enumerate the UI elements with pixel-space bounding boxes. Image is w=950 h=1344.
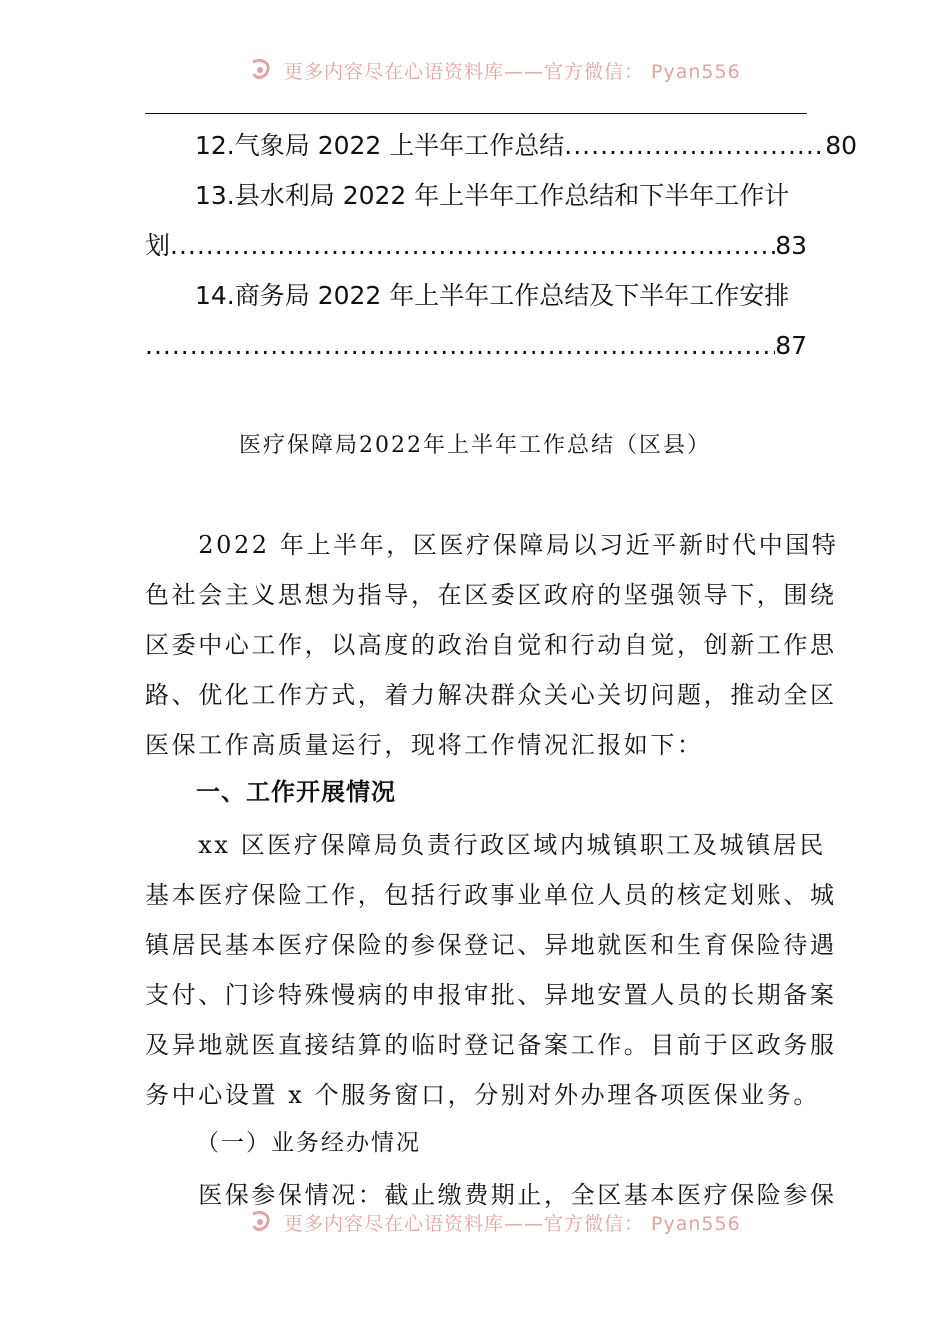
text-line: 路、优化工作方式，着力解决群众关心关切问题，推动全区	[145, 681, 837, 709]
header-rule	[145, 113, 807, 114]
toc-entry-13-continued[interactable]	[145, 228, 807, 264]
toc-entry-title: 划	[145, 231, 171, 260]
section-paragraph	[145, 820, 837, 1120]
watermark-text: 更多内容尽在心语资料库——官方微信： Pyan556	[284, 1212, 741, 1235]
text-line: 2022 年上半年，区医疗保障局以习近平新时代中国特	[145, 531, 839, 559]
toc-entry-title: 12.气象局 2022 上半年工作总结	[195, 131, 565, 160]
watermark-text: 更多内容尽在心语资料库——官方微信： Pyan556	[284, 60, 741, 83]
text-line: 医保参保情况：截止缴费期止，全区基本医疗保险参保	[145, 1181, 837, 1209]
text-line: 支付、门诊特殊慢病的申报审批、异地安置人员的长期备案	[145, 981, 837, 1009]
toc-entry-12[interactable]	[145, 128, 857, 164]
text-line: 色社会主义思想为指导，在区委区政府的坚强领导下，围绕	[145, 581, 837, 609]
text-line: 基本医疗保险工作，包括行政事业单位人员的核定划账、城	[145, 881, 837, 909]
document-title: 医疗保障局2022年上半年工作总结（区县）	[239, 433, 711, 458]
text-line: 区委中心工作，以高度的政治自觉和行动自觉，创新工作思	[145, 631, 837, 659]
watermark-logo-icon	[248, 56, 276, 84]
toc-entry-14-continued[interactable]	[145, 328, 807, 364]
toc-leader-dots	[170, 228, 775, 264]
text-line: 务中心设置 x 个服务窗口，分别对外办理各项医保业务。	[145, 1081, 820, 1109]
subsection-heading: （一）业务经办情况	[196, 1130, 421, 1156]
watermark-bottom	[248, 1208, 741, 1236]
text-line: 及异地就医直接结算的临时登记备案工作。目前于区政务服	[145, 1031, 837, 1059]
text-line: xx 区医疗保障局负责行政区域内城镇职工及城镇居民	[145, 831, 826, 859]
toc-page-number: 83	[775, 231, 807, 260]
watermark-top	[248, 56, 741, 84]
toc-page-number: 87	[775, 331, 807, 360]
toc-leader-dots	[564, 128, 825, 164]
toc-entry-title: 14.商务局 2022 年上半年工作总结及下半年工作安排	[195, 281, 790, 310]
text-line: 镇居民基本医疗保险的参保登记、异地就医和生育保险待遇	[145, 931, 837, 959]
toc-entry-title: 13.县水利局 2022 年上半年工作总结和下半年工作计	[195, 181, 790, 210]
toc-leader-dots	[145, 328, 775, 364]
toc-entry-13[interactable]	[145, 178, 857, 214]
watermark-logo-icon	[248, 1208, 276, 1236]
intro-paragraph	[145, 520, 839, 770]
toc-entry-14[interactable]	[145, 278, 857, 314]
text-line: 医保工作高质量运行，现将工作情况汇报如下：	[145, 731, 704, 759]
toc-page-number: 80	[825, 131, 857, 160]
section-heading: 一、工作开展情况	[196, 778, 396, 806]
